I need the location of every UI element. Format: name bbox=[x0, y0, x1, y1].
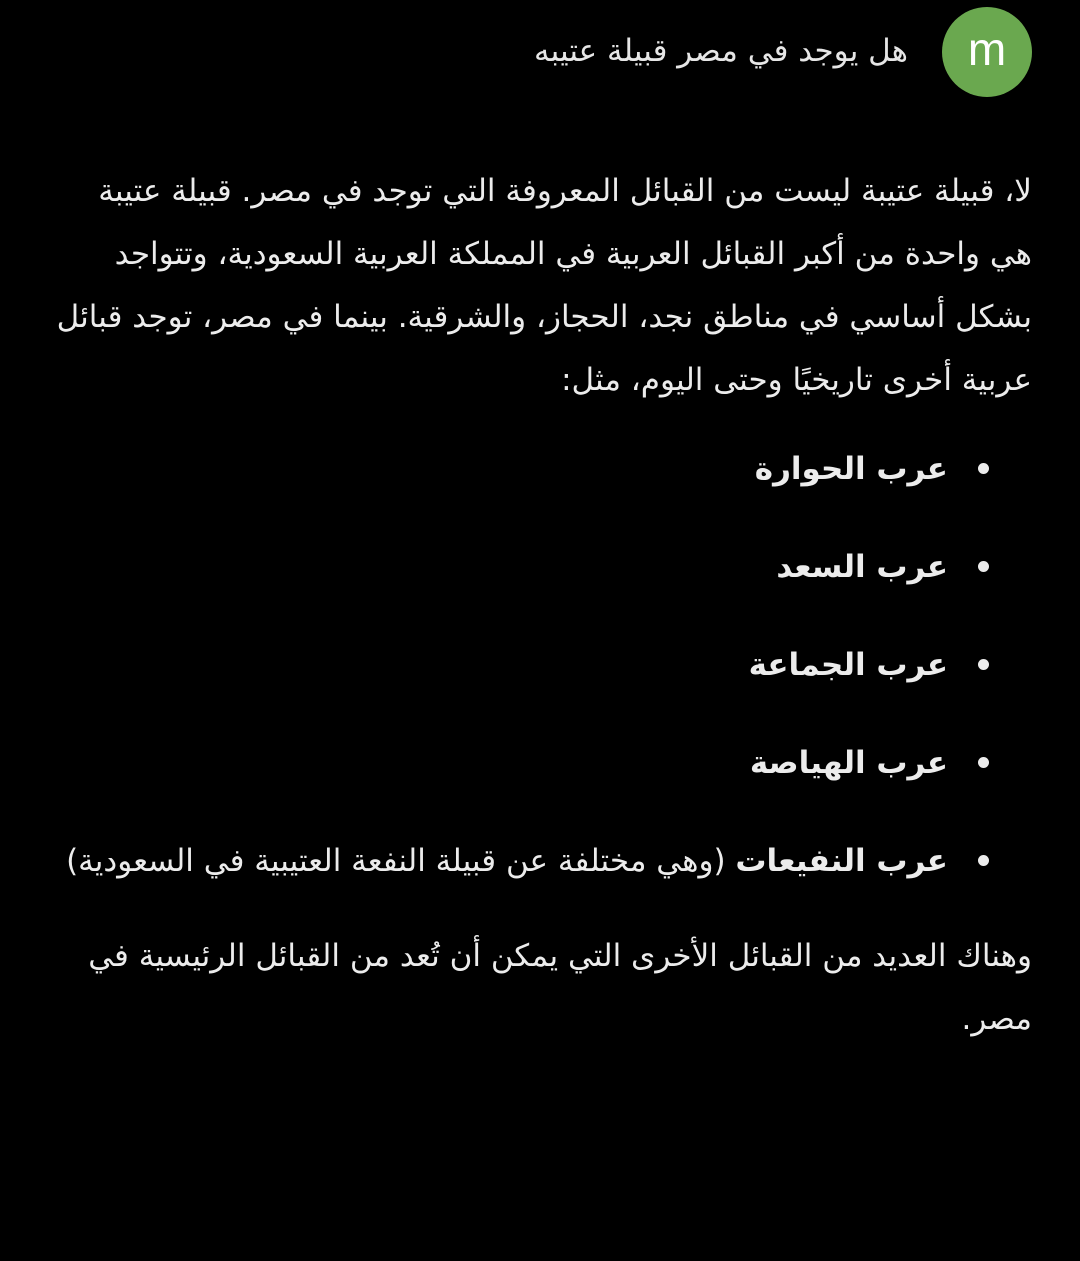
list-item bbox=[48, 537, 1032, 597]
list-item bbox=[48, 733, 1032, 793]
user-message bbox=[40, 6, 1032, 98]
list-item bbox=[48, 831, 1032, 891]
tribe-name: عرب السعد bbox=[776, 549, 948, 585]
tribe-list bbox=[48, 439, 1032, 891]
bullet-icon bbox=[978, 757, 989, 768]
bullet-icon bbox=[978, 463, 989, 474]
list-item bbox=[48, 439, 1032, 499]
assistant-response bbox=[48, 160, 1032, 1051]
tribe-name: عرب الحوارة bbox=[754, 451, 948, 487]
tribe-note: (وهي مختلفة عن قبيلة النفعة العتيبية في السعودية) bbox=[66, 843, 726, 879]
tribe-name: عرب الجماعة bbox=[748, 647, 948, 683]
bullet-icon bbox=[978, 659, 989, 670]
list-item bbox=[48, 635, 1032, 695]
bullet-icon bbox=[978, 561, 989, 572]
user-avatar[interactable]: m bbox=[942, 7, 1032, 97]
tribe-name: عرب النفيعات bbox=[735, 843, 948, 879]
user-question: هل يوجد في مصر قبيلة عتيبه bbox=[533, 33, 908, 70]
response-intro: لا، قبيلة عتيبة ليست من القبائل المعروفة التي توجد في مصر. قبيلة عتيبة هي واحدة من أكبر القبائل العربية في المملكة العربية السعودية، وتتواجد بشكل أساسي في مناطق نجد، الحجاز، والشرقية. بينما في مصر، توجد قبائل عربية أخرى تاريخيًا وحتى اليوم، مثل: bbox=[56, 173, 1032, 398]
tribe-name: عرب الهياصة bbox=[749, 745, 948, 781]
bullet-icon bbox=[978, 855, 989, 866]
response-conclusion: وهناك العديد من القبائل الأخرى التي يمكن أن تُعد من القبائل الرئيسية في مصر. bbox=[88, 938, 1032, 1037]
